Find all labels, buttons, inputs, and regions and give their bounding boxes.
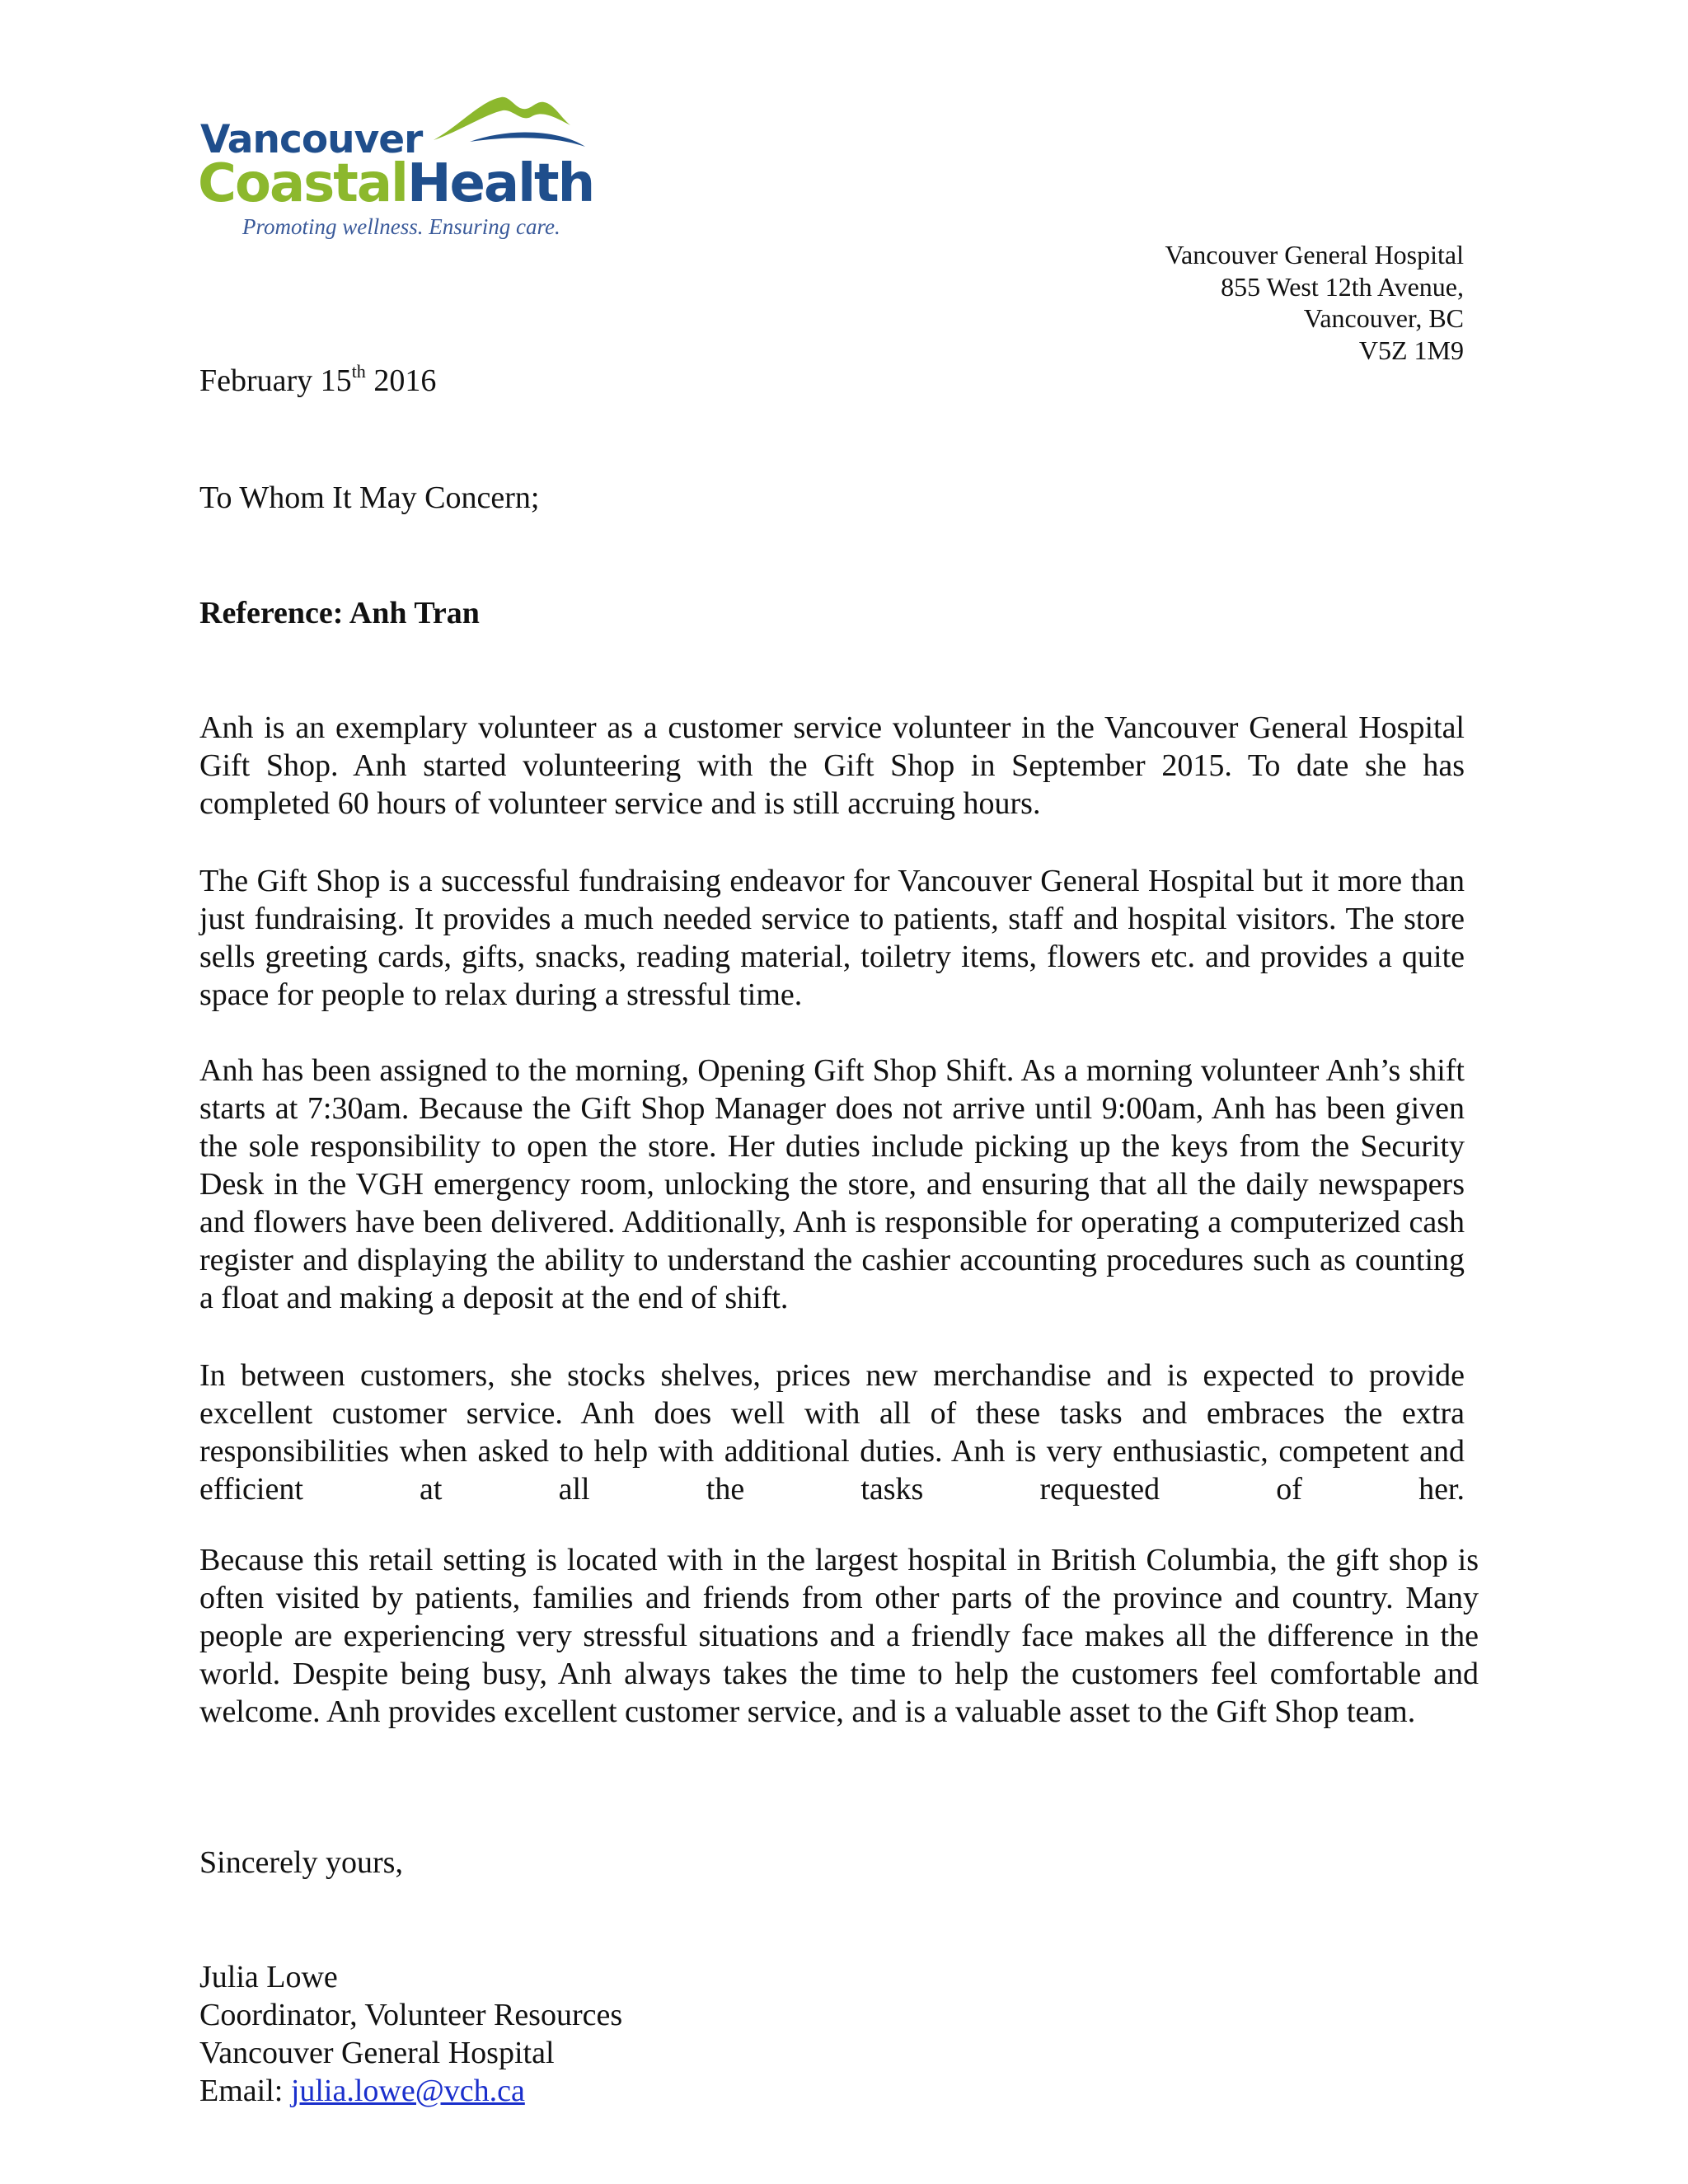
address-line: 855 West 12th Avenue, bbox=[1221, 271, 1464, 302]
logo-health-word: Health bbox=[406, 153, 594, 214]
date-month-day: February 15 bbox=[199, 363, 352, 398]
letter-date bbox=[199, 363, 436, 399]
body-paragraph: The Gift Shop is a successful fundraising endeavor for Vancouver General Hospital but it more than just fundraising. It provides a much needed service to patients, staff and hospital visitors. The store sells greeting cards, gifts, snacks, reading material, toiletry items, flowers etc. and provides a quite space for people to relax during a stressful time. bbox=[199, 864, 1465, 1012]
body-paragraph: Because this retail setting is located with in the largest hospital in British Columbia, the gift shop is often visited by patients, families and friends from other parts of the province and country. Many people are experiencing very stressful situations and a friendly face makes all the difference in the world. Despite being busy, Anh always takes the time to help the customers feel comfortable and welcome. Anh provides excellent customer service, and is a valuable asset to the Gift Shop team. bbox=[199, 1543, 1479, 1729]
address-line: Vancouver General Hospital bbox=[1165, 240, 1464, 269]
sender-address bbox=[1165, 239, 1464, 366]
reference-line: Reference: Anh Tran bbox=[199, 596, 480, 630]
logo-tagline: Promoting wellness. Ensuring care. bbox=[242, 214, 560, 239]
logo-coastal-word: Coastal bbox=[198, 153, 407, 214]
logo-vancouver-text: Vancouver bbox=[200, 117, 423, 162]
logo-coastalhealth-text bbox=[198, 155, 593, 213]
salutation: To Whom It May Concern; bbox=[199, 480, 540, 515]
body-paragraph: In between customers, she stocks shelves, prices new merchandise and is expected to provide excellent customer service. Anh does well with all of these tasks and embraces the extra responsibilities when asked to help with additional duties. Anh is very enthusiastic, competent and efficient at all the tasks requested of her. bbox=[199, 1358, 1465, 1507]
signature-block bbox=[199, 1958, 622, 2110]
date-year: 2016 bbox=[373, 363, 437, 398]
email-link[interactable]: julia.lowe@vch.ca bbox=[290, 2074, 525, 2108]
date-suffix: th bbox=[351, 361, 366, 382]
signer-organization: Vancouver General Hospital bbox=[199, 2036, 555, 2070]
address-line: Vancouver, BC bbox=[1303, 303, 1464, 333]
email-label: Email: bbox=[199, 2074, 291, 2108]
address-line: V5Z 1M9 bbox=[1358, 335, 1464, 365]
signer-title: Coordinator, Volunteer Resources bbox=[199, 1998, 623, 2032]
body-paragraph: Anh is an exemplary volunteer as a customer service volunteer in the Vancouver General Hospital Gift Shop. Anh started volunteering with the Gift Shop in September 2015. To date she has completed 60 hours of volunteer service and is still accruing hours. bbox=[199, 710, 1465, 821]
signer-email-line bbox=[199, 2072, 622, 2110]
signer-name: Julia Lowe bbox=[199, 1960, 338, 1994]
closing: Sincerely yours, bbox=[199, 1845, 403, 1880]
body-paragraph: Anh has been assigned to the morning, Opening Gift Shop Shift. As a morning volunteer Anh’s shift starts at 7:30am. Because the Gift Shop Manager does not arrive until 9:00am, Anh has been given the sole responsibility to open the store. Her duties include picking up the keys from the Security Desk in the VGH emergency room, unlocking the store, and ensuring that all the daily newspapers and flowers have been delivered. Additionally, Anh is responsible for operating a computerized cash register and displaying the ability to understand the cashier accounting procedures such as counting a float and making a deposit at the end of shift. bbox=[199, 1053, 1465, 1315]
vch-logo bbox=[198, 92, 610, 249]
